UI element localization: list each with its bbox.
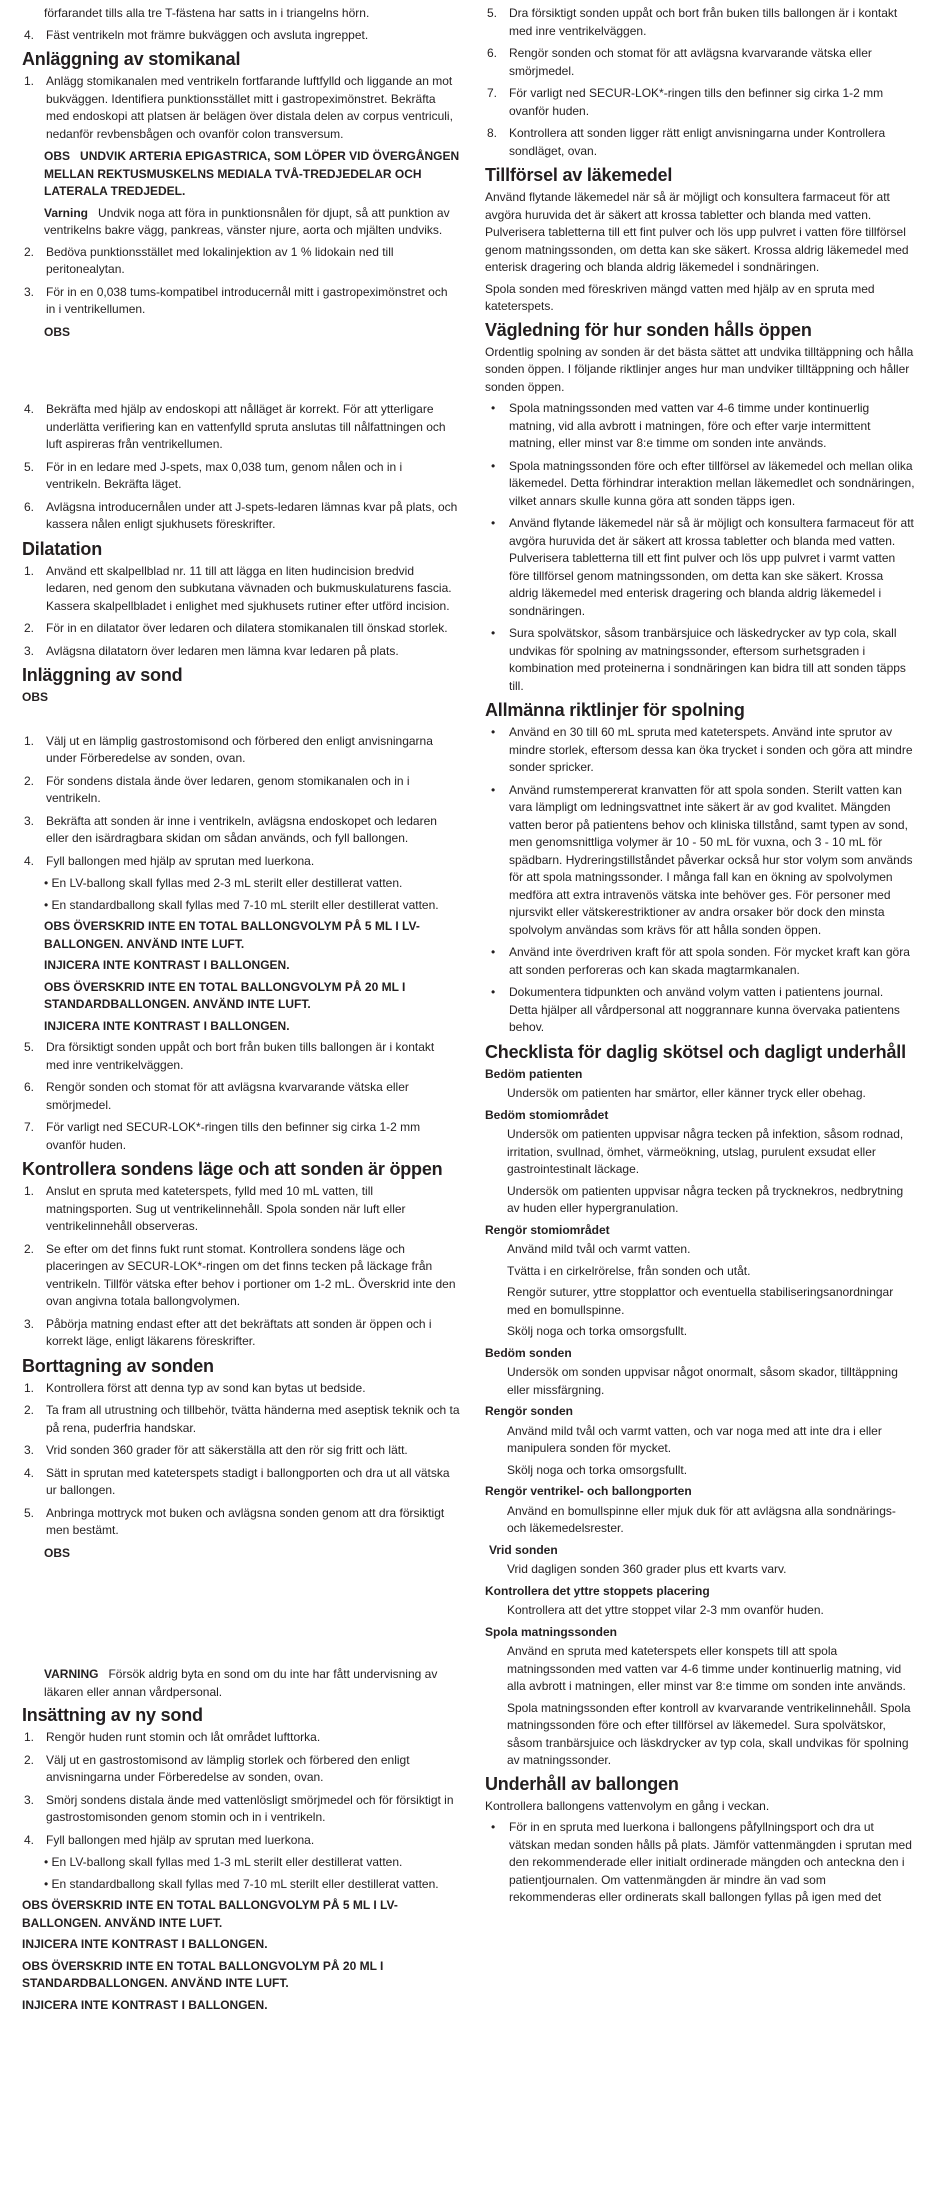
section-heading-kontroll: Kontrollera sondens läge och att sonden är öppen xyxy=(22,1159,443,1179)
list-item: 3. För in en 0,038 tums-kompatibel introducernål mitt i gastropeximönstret och in i ventrikellumen. xyxy=(24,284,448,316)
list-item: 2. För sondens distala ände över ledaren, genom stomikanalen och in i ventrikeln. xyxy=(24,773,410,805)
paragraph: Använd en spruta med kateterspets eller konspets till att spola matningssonden med vatten var 4-6 timme under kontinuerlig matning, vid alla avbrott i matningen, eller minst var 8:e timme om sonden inte används. xyxy=(507,1644,906,1693)
section-heading-spolning: Allmänna riktlinjer för spolning xyxy=(485,700,745,720)
list-item: 1. Kontrollera först att denna typ av sond kan bytas ut bedside. xyxy=(24,1380,366,1395)
list-item: 1. Rengör huden runt stomin och låt området lufttorka. xyxy=(24,1730,321,1744)
list-item: 6. Avlägsna introducernålen under att J-spets-ledaren lämnas kvar på plats, och kassera nålen enligt sjukhusets föreskrifter. xyxy=(24,499,458,531)
section-heading-inlaggning: Inläggning av sond xyxy=(22,665,183,685)
list-item: 5. Dra försiktigt sonden uppåt och bort från buken tills ballongen är i kontakt med inre ventrikelväggen. xyxy=(24,1040,435,1072)
list-item: 4. Fyll ballongen med hjälp av sprutan med luerkona. xyxy=(24,853,315,868)
list-item: 6. Rengör sonden och stomat för att avlägsna kvarvarande vätska eller smörjmedel. xyxy=(24,1080,409,1112)
list-item: • Använd inte överdriven kraft för att spola sonden. För mycket kraft kan göra att sonden perforeras och kan skada magtarmkanalen. xyxy=(491,945,910,977)
list-item: 7. För varligt ned SECUR-LOK*-ringen tills den befinner sig cirka 1-2 mm ovanför huden. xyxy=(487,86,884,118)
obs-note: OBS ÖVERSKRID INTE EN TOTAL BALLONGVOLYM PÅ 20 ML I STANDARDBALLONGEN. ANVÄND INTE LUFT. xyxy=(44,979,406,1011)
paragraph: Undersök om patienten uppvisar några tecken på trycknekros, nedbrytning av huden eller hypergranulation. xyxy=(507,1183,904,1215)
inject-warning: INJICERA INTE KONTRAST I BALLONGEN. xyxy=(22,1937,268,1951)
obs-note: OBS UNDVIK ARTERIA EPIGASTRICA, SOM LÖPER VID ÖVERGÅNGEN MELLAN REKTUSMUSKELNS MEDIALA TVÅ-TREDJEDELAR OCH LATERALA TREDJEDEL. xyxy=(44,149,460,198)
warning-note: Varning Undvik noga att föra in punktionsnålen för djupt, så att punktion av ventrikelns bakre vägg, pankreas, vänster njure, aorta och mjälten undviks. xyxy=(44,205,450,237)
warning-note: VARNING Försök aldrig byta en sond om du inte har fått undervisning av läkaren eller annan vårdpersonal. xyxy=(44,1667,438,1699)
list-item: 1. Välj ut en lämplig gastrostomisond och förbered den enligt anvisningarna under Förberedelse av sonden, ovan. xyxy=(24,733,433,765)
obs-note: OBS ÖVERSKRID INTE EN TOTAL BALLONGVOLYM PÅ 5 ML I LV-BALLONGEN. ANVÄND INTE LUFT. xyxy=(44,919,420,951)
paragraph: Skölj noga och torka omsorgsfullt. xyxy=(507,1324,688,1338)
list-item: 4. Sätt in sprutan med kateterspets stadigt i ballongporten och dra ut all vätska ur ballongen. xyxy=(24,1465,450,1497)
obs-note: OBS ÖVERSKRID INTE EN TOTAL BALLONGVOLYM PÅ 5 ML I LV-BALLONGEN. ANVÄND INTE LUFT. xyxy=(22,1898,398,1930)
section-heading-dilatation: Dilatation xyxy=(22,538,103,559)
section-heading-borttagning: Borttagning av sonden xyxy=(22,1355,214,1376)
list-item: • Sura spolvätskor, såsom tranbärsjuice och läskedrycker av typ cola, skall undvikas för spolning av matningssonder, eftersom surhetsgraden i kombination med proteinerna i sondnäringen kan bidra till att sonden täpps till. xyxy=(491,626,906,693)
inject-warning: INJICERA INTE KONTRAST I BALLONGEN. xyxy=(44,1018,290,1033)
list-item: 6. Rengör sonden och stomat för att avlägsna kvarvarande vätska eller smörjmedel. xyxy=(487,46,872,78)
bullet-line: • En LV-ballong skall fyllas med 1-3 mL sterilt eller destillerat vatten. xyxy=(44,1855,403,1869)
section-heading-insattning: Insättning av ny sond xyxy=(22,1705,203,1725)
list-item: 2. För in en dilatator över ledaren och dilatera stomikanalen till önskad storlek. xyxy=(24,621,448,635)
obs-label: OBS xyxy=(44,1545,71,1560)
list-item: • För in en spruta med luerkona i ballongens påfyllningsport och dra ut vätskan medan sonden hålls på plats. Jämför vattenmängden i sprutan med den rekommenderade eller initialt ordinerade mängden och anteckna den i patientjournalen. Om vattenmängden är mindre än vad som rekommenderas eller ordinerats skall ballongen fyllas på igen med det xyxy=(491,1820,912,1904)
inject-warning: INJICERA INTE KONTRAST I BALLONGEN. xyxy=(44,958,290,972)
section-heading-stoma: Anläggning av stomikanal xyxy=(22,49,241,69)
intro-line: förfarandet tills alla tre T-fästena har satts in i triangelns hörn. xyxy=(44,6,370,20)
section-heading-lakemedel: Tillförsel av läkemedel xyxy=(485,165,673,185)
list-item: 2. Välj ut en gastrostomisond av lämplig storlek och förbered den enligt anvisningarna under Förberedelse av sonden, ovan. xyxy=(24,1752,410,1784)
left-column xyxy=(22,0,460,2018)
obs-label: OBS xyxy=(22,690,49,704)
subheading: Bedöm sonden xyxy=(485,1345,572,1360)
list-item: 4. Fäst ventrikeln mot främre bukväggen och avsluta ingreppet. xyxy=(24,27,369,42)
list-item: 2. Se efter om det finns fukt runt stomat. Kontrollera sondens läge och placeringen av SECUR-LOK*-ringen om det finns tecken på läckage från ventrikeln. Tillför vätska efter behov i portioner om 1-2 mL. Överskrid inte den ovan angivna totala ballongvolymen. xyxy=(24,1241,456,1308)
paragraph: Vrid dagligen sonden 360 grader plus ett kvarts varv. xyxy=(507,1562,787,1576)
list-item: • Spola matningssonden före och efter tillförsel av läkemedel och mellan olika läkemedel. Detta förhindrar interaktion mellan läkemedlet och sondnäringen, vilket annars skulle kunna göra att sonden täpps igen. xyxy=(491,458,915,508)
subheading: Bedöm stomiområdet xyxy=(485,1107,609,1122)
list-item: 2. Bedöva punktionsstället med lokalinjektion av 1 % lidokain ned till peritonealytan. xyxy=(24,244,394,276)
list-item: 3. Vrid sonden 360 grader för att säkerställa att den rör sig fritt och lätt. xyxy=(24,1443,408,1457)
paragraph: Ordentlig spolning av sonden är det bästa sättet att undvika tilltäppning och hålla sonden öppen. I följande riktlinjer anges hur man undviker tilltäppning och håller sonden öppen. xyxy=(485,344,914,394)
subheading: Bedöm patienten xyxy=(485,1066,583,1081)
paragraph: Undersök om sonden uppvisar något onormalt, såsom skador, tilltäppning eller missfärgning. xyxy=(507,1365,898,1397)
paragraph: Kontrollera att det yttre stoppet vilar 2-3 mm ovanför huden. xyxy=(507,1603,824,1617)
paragraph: Skölj noga och torka omsorgsfullt. xyxy=(507,1462,688,1477)
list-item: 1. Anlägg stomikanalen med ventrikeln fortfarande luftfylld och liggande an mot bukväggen. Identifiera punktionsstället mitt i gastropeximönstret. Bekräfta med endoskopi att platsen är belägen över distala delen av corpus ventriculi, nedanför revbensbågen och ovanför colon transversum. xyxy=(24,74,453,141)
paragraph: Spola sonden med föreskriven mängd vatten med hjälp av en spruta med kateterspets. xyxy=(485,281,875,313)
paragraph: Rengör suturer, yttre stopplattor och eventuella stabiliseringsanordningar med en bomullspinne. xyxy=(507,1285,894,1317)
paragraph: Använd mild tvål och varmt vatten, och var noga med att inte dra i eller manipulera sonden för mycket. xyxy=(507,1423,882,1455)
list-item: 1. Anslut en spruta med kateterspets, fylld med 10 mL vatten, till matningsporten. Sug ut ventrikelinnehåll. Spola sonden när luft eller ventrikelinnehåll observeras. xyxy=(24,1184,406,1233)
list-item: • Dokumentera tidpunkten och använd volym vatten i patientens journal. Detta hjälper all vårdpersonal att noggrannare kunna övervaka patientens behov. xyxy=(491,985,900,1034)
inject-warning: INJICERA INTE KONTRAST I BALLONGEN. xyxy=(22,1997,268,2012)
subheading: Rengör sonden xyxy=(485,1404,574,1418)
bullet-line: • En LV-ballong skall fyllas med 2-3 mL sterilt eller destillerat vatten. xyxy=(44,876,403,890)
subheading: Spola matningssonden xyxy=(485,1624,618,1639)
obs-label: OBS xyxy=(44,324,71,339)
subheading: Rengör stomiområdet xyxy=(485,1222,610,1237)
right-column xyxy=(485,0,915,1912)
paragraph: Tvätta i en cirkelrörelse, från sonden och utåt. xyxy=(507,1263,751,1278)
paragraph: Undersök om patienten har smärtor, eller känner tryck eller obehag. xyxy=(507,1086,866,1100)
list-item: 5. Anbringa mottryck mot buken och avlägsna sonden genom att dra försiktigt men bestämt. xyxy=(24,1505,445,1537)
bullet-line: • En standardballong skall fyllas med 7-10 mL sterilt eller destillerat vatten. xyxy=(44,1876,439,1891)
list-item: 7. För varligt ned SECUR-LOK*-ringen tills den befinner sig cirka 1-2 mm ovanför huden. xyxy=(24,1120,421,1152)
list-item: • Använd en 30 till 60 mL spruta med kateterspets. Använd inte sprutor av mindre storlek, eftersom dessa kan öka trycket i sonden och göra att mindre sonder spricker. xyxy=(491,725,913,774)
paragraph: Spola matningssonden efter kontroll av kvarvarande ventrikelinnehåll. Spola matningssonden före och efter tillförsel av läkemedel. Sura spolvätskor, såsom tranbärsjuice och läskdrycker av typ cola, skall undvikas för spolning av matningssonder. xyxy=(507,1700,911,1767)
list-item: 4. Fyll ballongen med hjälp av sprutan med luerkona. xyxy=(24,1832,315,1847)
list-item: 4. Bekräfta med hjälp av endoskopi att nålläget är korrekt. För att ytterligare underlätta verifiering kan en vattenfylld spruta anslutas till nålfattningen och luft aspireras från ventrikellumen. xyxy=(24,402,446,451)
subheading: Kontrollera det yttre stoppets placering xyxy=(485,1583,710,1598)
list-item: • Använd flytande läkemedel när så är möjligt och konsultera farmaceut för att avgöra huruvida det är säkert att krossa tabletter och blanda med vatten. Pulverisera tabletterna till ett fint pulver och lös upp pulvret i varmt vatten före tillförsel genom matningssonden, om detta kan ske säkert. Krossa aldrig läkemedel med enterisk dragering och blanda aldrig läkemedel i sondnäringen. xyxy=(491,516,914,618)
section-heading-checklista: Checklista för daglig skötsel och dagligt underhåll xyxy=(485,1041,906,1062)
list-item: 5. För in en ledare med J-spets, max 0,038 tum, genom nålen och in i ventrikeln. Bekräfta läget. xyxy=(24,459,403,491)
paragraph: Använd en bomullspinne eller mjuk duk för att avlägsna alla sondnärings- och läkemedelsrester. xyxy=(507,1503,896,1535)
list-item: 1. Använd ett skalpellblad nr. 11 till att lägga en liten hudincision bredvid ledaren, ned genom den subkutana vävnaden och bukmuskulaturens fascia. Kassera skalpellbladet i enlighet med sjukhusets rutiner efter utförd incision. xyxy=(24,563,452,613)
list-item: • Spola matningssonden med vatten var 4-6 timme under kontinuerlig matning, vid alla avbrott i matningen, före och efter varje intermittent matning, eller minst var 8:e timme om sonden inte används. xyxy=(491,401,871,450)
obs-note: OBS ÖVERSKRID INTE EN TOTAL BALLONGVOLYM PÅ 20 ML I STANDARDBALLONGEN. ANVÄND INTE LUFT. xyxy=(22,1958,384,1990)
paragraph: Använd flytande läkemedel när så är möjligt och konsultera farmaceut för att avgöra huruvida det är säkert att krossa tabletter och blanda med vatten. Pulverisera tabletterna till ett fint pulver och lös upp pulvret i vatten före tillförsel genom matningssonden, om detta kan ske säkert. Krossa aldrig läkemedel med enterisk dragering och blanda aldrig läkemedel i sondnäringen. xyxy=(485,190,909,274)
subheading: Vrid sonden xyxy=(489,1542,558,1557)
list-item: 3. Smörj sondens distala ände med vattenlösligt smörjmedel och för försiktigt in gastrostomisonden genom stomin och in i ventrikeln. xyxy=(24,1792,454,1824)
section-heading-oppen: Vägledning för hur sonden hålls öppen xyxy=(485,319,812,340)
list-item: 3. Bekräfta att sonden är inne i ventrikeln, avlägsna endoskopet och ledaren eller den isärdragbara skidan om sådan används, och fyll ballongen. xyxy=(24,813,437,845)
list-item: 5. Dra försiktigt sonden uppåt och bort från buken tills ballongen är i kontakt med inre ventrikelväggen. xyxy=(487,6,898,38)
paragraph: Kontrollera ballongens vattenvolym en gång i veckan. xyxy=(485,1798,770,1813)
paragraph: Använd mild tvål och varmt vatten. xyxy=(507,1242,691,1256)
list-item: 8. Kontrollera att sonden ligger rätt enligt anvisningarna under Kontrollera sondläget, ovan. xyxy=(487,126,886,158)
bullet-line: • En standardballong skall fyllas med 7-10 mL sterilt eller destillerat vatten. xyxy=(44,897,439,912)
list-item: • Använd rumstempererat kranvatten för att spola sonden. Sterilt vatten kan vara lämpligt om ledningsvattnet inte säkert är av god kvalitet. Mängden vatten beror på patientens behov och kliniska tillstånd, samt typen av sond, men genomsnittliga volymer är 10 - 50 mL för vuxna, och 3 - 10 mL för spädbarn. Hydreringstillståndet påverkar också hur stor volym som används för att spola matningssonder. I många fall kan en ökning av spolvolymen medföra att extra intravenös vätska inte behöver ges. För personer med njursvikt eller vätskerestriktioner av andra orsaker bör dock den minsta spolvolym användas som krävs för att hålla sonden öppen. xyxy=(491,782,913,937)
list-item: 2. Ta fram all utrustning och tillbehör, tvätta händerna med aseptisk teknik och ta på rena, puderfria handskar. xyxy=(24,1403,460,1435)
paragraph: Undersök om patienten uppvisar några tecken på infektion, såsom rodnad, irritation, svullnad, ömhet, värmeökning, utslag, purulent exsudat eller gastrointestinalt läckage. xyxy=(507,1127,904,1176)
subheading: Rengör ventrikel- och ballongporten xyxy=(485,1484,692,1498)
list-item: 3. Påbörja matning endast efter att det bekräftats att sonden är öppen och i korrekt läge, enligt läkarens föreskrifter. xyxy=(24,1316,432,1348)
section-heading-underhall: Underhåll av ballongen xyxy=(485,1773,679,1794)
list-item: 3. Avlägsna dilatatorn över ledaren men lämna kvar ledaren på plats. xyxy=(24,643,399,658)
